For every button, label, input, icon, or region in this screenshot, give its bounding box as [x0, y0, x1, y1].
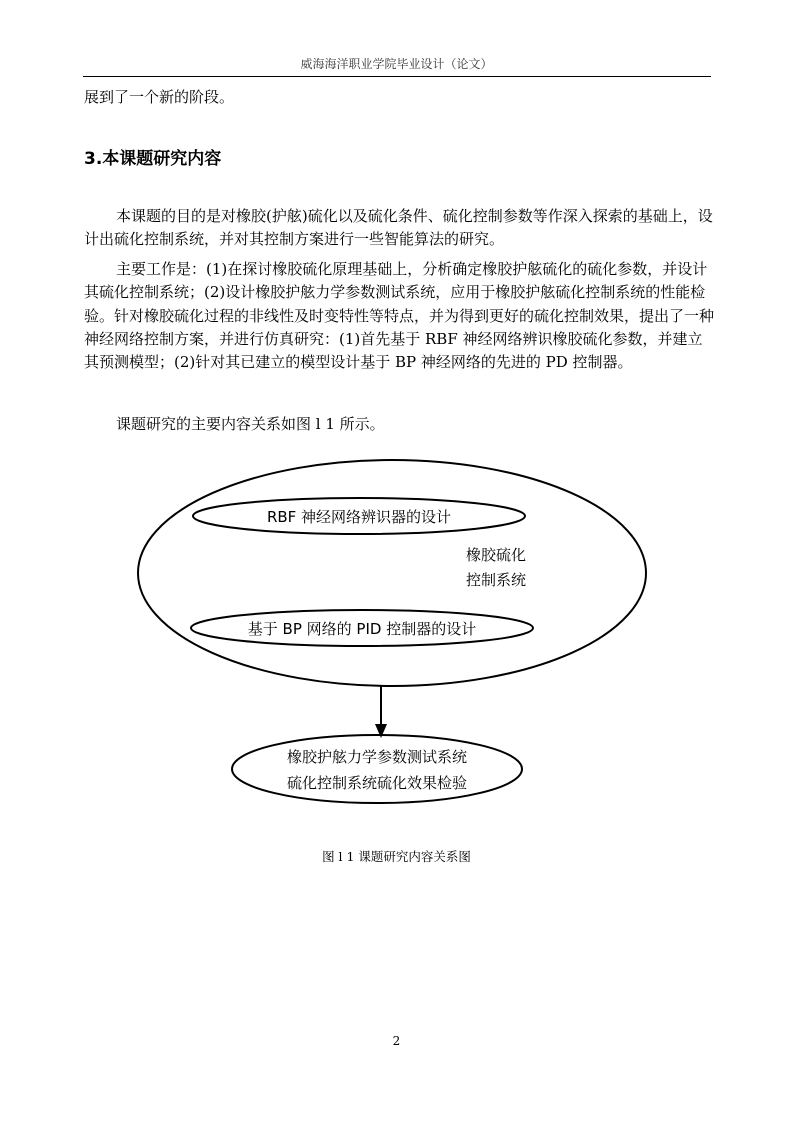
test-system-ellipse [232, 735, 522, 803]
figure-caption: 图 l 1 课题研究内容关系图 [322, 849, 471, 864]
research-content-diagram [0, 440, 793, 825]
section-heading: 3.本课题研究内容 [84, 149, 222, 169]
paragraph-purpose: 本课题的目的是对橡胶(护舷)硫化以及硫化条件、硫化控制参数等作深入探索的基础上，设计出硫化控制系统，并对其控制方案进行一些智能算法的研究。 [84, 207, 713, 249]
page-number: 2 [392, 1034, 401, 1048]
page-header: 威海海洋职业学院毕业设计（论文） [300, 57, 493, 71]
rbf-label: RBF 神经网络辨识器的设计 [266, 508, 452, 526]
control-system-ellipse [138, 460, 646, 686]
paragraph-figure-ref: 课题研究的主要内容关系如图 l 1 所示。 [116, 415, 385, 433]
paragraph-main-work: 主要工作是：(1)在探讨橡胶硫化原理基础上，分析确定橡胶护舷硫化的硫化参数，并设计其硫化控制系统；(2)设计橡胶护舷力学参数测试系统，应用于橡胶护舷硫化控制系统的性能检验。针对橡胶硫化过程的非线性及时变特性等特点，并为得到更好的硫化控制效果，提出了一种神经网络控制方案，并进行仿真研究：(1)首先基于 RBF 神经网络辨识橡胶硫化参数，并建立其预测模型；(2)针对其已建立的模型设计基于 BP 神经网络的先进的 PD 控制器。 [84, 260, 715, 372]
intro-line: 展到了一个新的阶段。 [84, 88, 235, 106]
system-label-line2: 控制系统 [465, 571, 527, 589]
system-label-line1: 橡胶硫化 [465, 546, 527, 564]
test-label-line2: 硫化控制系统硫化效果检验 [286, 774, 468, 792]
bp-pid-label: 基于 BP 网络的 PID 控制器的设计 [247, 620, 477, 638]
test-label-line1: 橡胶护舷力学参数测试系统 [286, 748, 468, 766]
header-rule [83, 76, 711, 77]
